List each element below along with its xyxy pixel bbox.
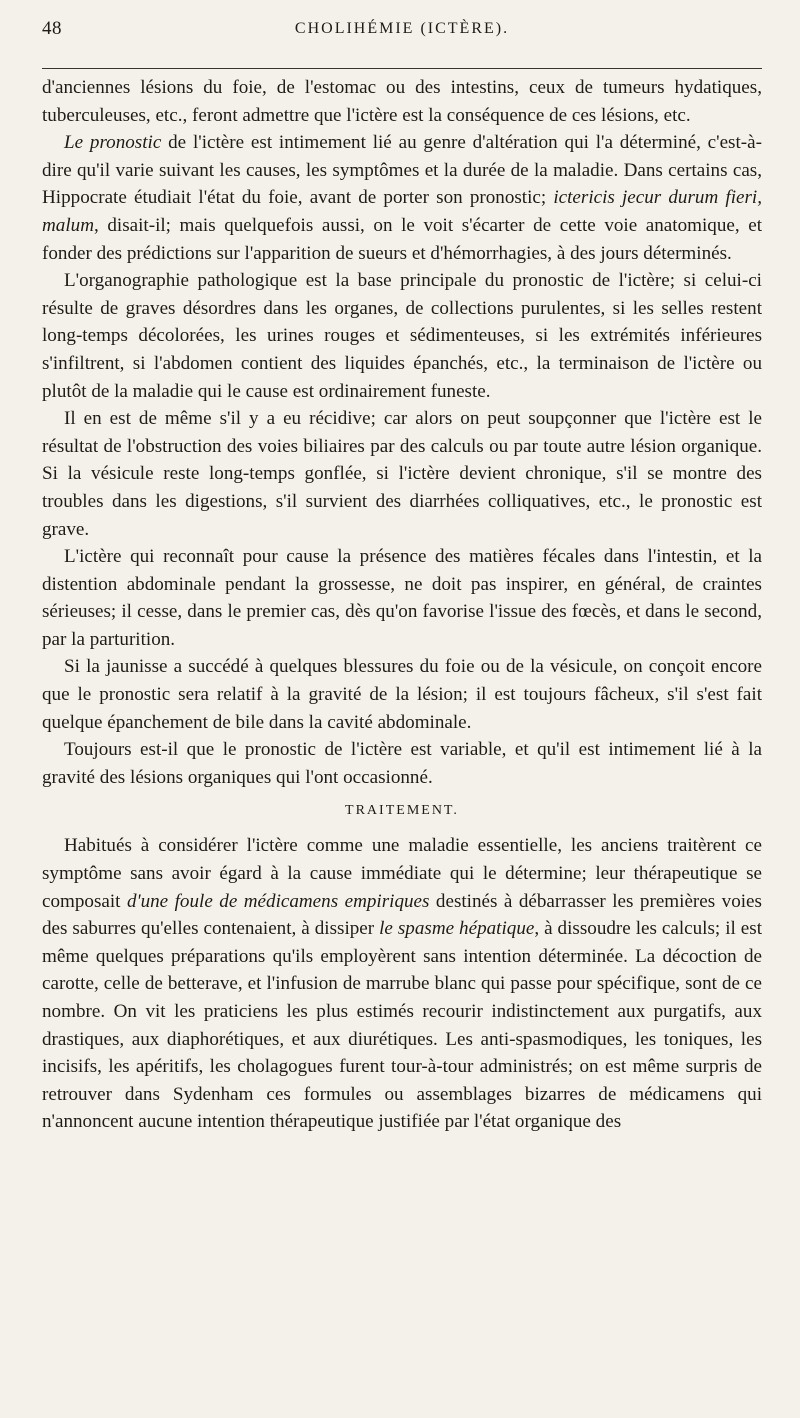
paragraph [42,267,762,405]
page-number: 48 [42,18,62,39]
section-heading: TRAITEMENT. [345,803,459,819]
header-rule [42,68,762,69]
italic-term: le spasme hépatique [379,918,535,940]
paragraph [42,405,762,543]
paragraph-text: d'anciennes lésions du foie, de l'estomac ou des intestins, ceux de tumeurs hydatiques, tuberculeuses, etc., feront admettre que l'ictère est la conséquence de ces lésions, etc. [42,77,762,126]
italic-term: d'une foule de médicamens empiriques [126,890,430,912]
paragraph [42,129,762,267]
paragraph-text: , disait-il; mais quelquefois aussi, on le voit s'écarter de cette voie anatomique, et fonder des prédictions sur l'apparition de sueurs et d'hémorrhagies, à des jours déterminés. [42,214,762,264]
paragraph [42,832,762,1136]
paragraph-text: Habitués à considérer l'ictère comme une maladie essentielle, les anciens traitèrent ce symptôme sans avoir égard à la cause immédiate qui le détermine; leur thérapeutique se composait [42,835,762,912]
paragraph-text: L'organographie pathologique est la base principale du pronostic de l'ictère; si celui-ci résulte de graves désordres dans les organes, de collections purulentes, si les selles restent long-temps décolorées, les urines rouges et sédimenteuses, si les extrémités inférieures s'infiltrent, si l'abdomen contient des liquides épanchés, etc., la terminaison de l'ictère ou plutôt de la maladie qui le cause est ordinairement funeste. [42,270,762,402]
running-head: CHOLIHÉMIE (ICTÈRE). [294,20,510,37]
paragraph [42,543,762,653]
paragraph-text: Toujours est-il que le pronostic de l'ictère est variable, et qu'il est intimement lié à la gravité des lésions organiques qui l'ont occasionné. [42,739,762,788]
italic-term: Le pronostic [64,132,162,154]
paragraph-text: destinés à débarrasser les premières voies des saburres qu'elles contenaient, à dissiper [42,890,762,940]
paragraph-text: de l'ictère est intimement lié au genre d'altération qui l'a déterminé, c'est-à-dire qu'il varie suivant les causes, les symptômes et la durée de la maladie. Dans certains cas, Hippocrate étudiait l'état du foie, avant de porter son pronostic; [42,132,762,209]
paragraph-text: Il en est de même s'il y a eu récidive; car alors on peut soupçonner que l'ictère est le résultat de l'obstruction des voies biliaires par des calculs ou par toute autre lésion organique. Si la vésicule reste long-temps gonflée, si l'ictère devient chronique, s'il se montre des troubles dans les digestions, s'il survient des diarrhées colliquatives, etc., le pronostic est grave. [42,408,762,540]
body-text [42,74,762,1136]
page-header [42,18,762,52]
paragraph [42,736,762,791]
paragraph [42,74,762,129]
latin-quotation: ictericis jecur durum fieri, malum [42,187,762,236]
paragraph-text: L'ictère qui reconnaît pour cause la présence des matières fécales dans l'intestin, et la distention abdominale pendant la grossesse, ne doit pas inspirer, en général, de craintes sérieuses; il cesse, dans le premier cas, dès qu'on favorise l'issue des fœcès, et dans le second, par la parturition. [42,546,762,650]
paragraph [42,653,762,736]
paragraph-text: Si la jaunisse a succédé à quelques blessures du foie ou de la vésicule, on conçoit encore que le pronostic sera relatif à la gravité de la lésion; il est toujours fâcheux, s'il s'est fait quelque épanchement de bile dans la cavité abdominale. [42,656,762,733]
paragraph-text: , à dissoudre les calculs; il est même quelques préparations qu'ils employèrent sans intention déterminée. La décoction de carotte, celle de betterave, et l'infusion de marrube blanc qui passe pour spécifique, sont de ce nombre. On vit les praticiens les plus estimés recourir indistinctement aux purgatifs, aux drastiques, aux diaphorétiques, et aux diurétiques. Les anti-spasmodiques, les toniques, les incisifs, les apéritifs, les cholagogues furent tour-à-tour administrés; on est même surpris de retrouver dans Sydenham ces formules ou assemblages bizarres de médicamens qui n'annoncent aucune intention thérapeutique justifiée par l'état organique des [42,918,762,1133]
